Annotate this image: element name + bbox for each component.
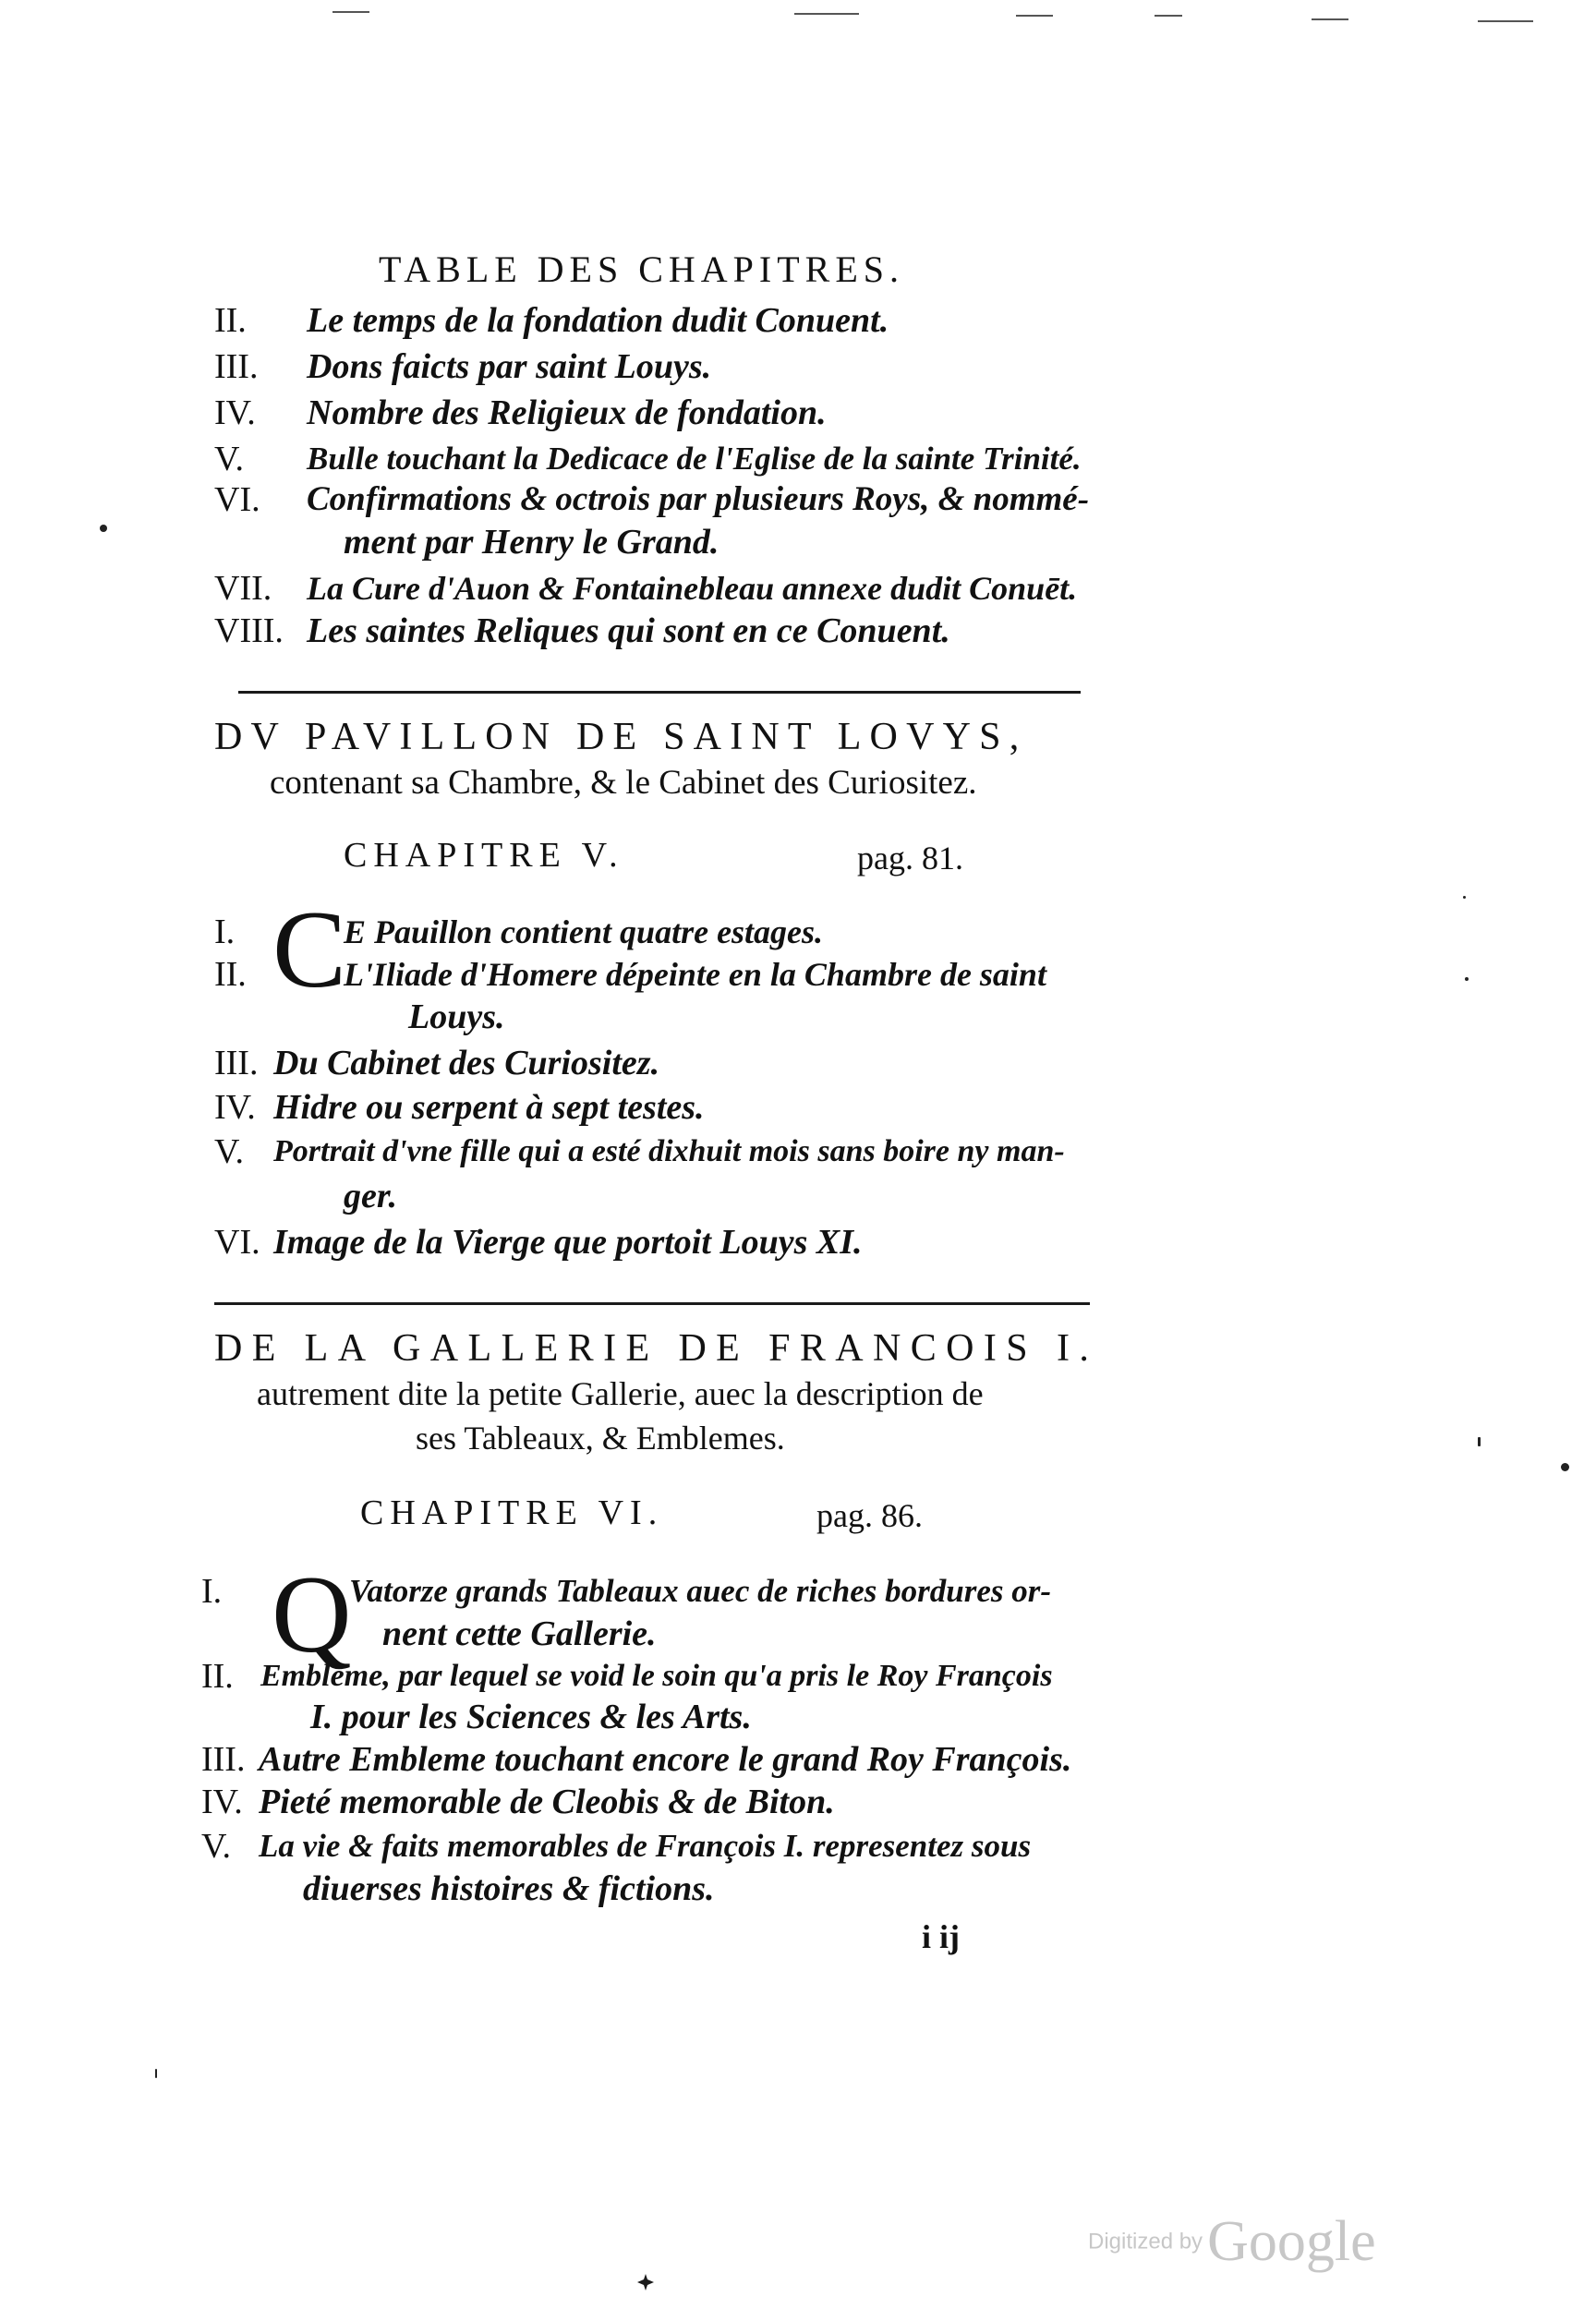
digitized-watermark bbox=[1088, 2209, 1376, 2275]
watermark-logo: Google bbox=[1207, 2210, 1376, 2273]
ink-speck bbox=[1561, 1463, 1569, 1471]
section-heading: DE LA GALLERIE DE FRANCOIS I. bbox=[214, 1327, 1099, 1370]
item-number: I. bbox=[201, 1572, 223, 1611]
item-text: Vatorze grands Tableaux auec de riches bordures or- bbox=[349, 1573, 1052, 1609]
page-title: TABLE DES CHAPITRES. bbox=[379, 248, 905, 290]
top-edge-mark bbox=[794, 13, 859, 15]
section-subtitle: contenant sa Chambre, & le Cabinet des Curiositez. bbox=[270, 764, 977, 802]
section-subtitle: autrement dite la petite Gallerie, auec la description de bbox=[257, 1375, 984, 1412]
top-edge-mark bbox=[1478, 20, 1533, 22]
drop-cap: C bbox=[272, 888, 347, 1010]
ink-speck bbox=[1463, 896, 1466, 899]
item-number: III. bbox=[214, 347, 259, 386]
ink-speck bbox=[100, 525, 107, 532]
item-text: Bulle touchant la Dedicace de l'Eglise de la sainte Trinité. bbox=[307, 441, 1082, 477]
item-text: E Pauillon contient quatre estages. bbox=[344, 913, 824, 950]
chapter-label: CHAPITRE VI. bbox=[360, 1493, 664, 1532]
section-heading: DV PAVILLON DE SAINT LOVYS, bbox=[214, 716, 1028, 758]
item-number: V. bbox=[214, 440, 245, 478]
item-text: Confirmations & octrois par plusieurs Roys, & nommé- bbox=[307, 480, 1090, 518]
item-text: Hidre ou serpent à sept testes. bbox=[273, 1088, 705, 1127]
item-text: ger. bbox=[344, 1177, 398, 1215]
item-text: nent cette Gallerie. bbox=[382, 1614, 657, 1653]
item-number: III. bbox=[201, 1740, 246, 1779]
item-text: Portrait d'vne fille qui a esté dixhuit mois sans boire ny man- bbox=[273, 1134, 1065, 1168]
page-reference: pag. 81. bbox=[857, 840, 963, 876]
ink-speck bbox=[1465, 977, 1469, 981]
item-text: La Cure d'Auon & Fontainebleau annexe dudit Conuēt. bbox=[307, 570, 1078, 607]
item-text: Le temps de la fondation dudit Conuent. bbox=[307, 301, 889, 340]
item-number: V. bbox=[214, 1132, 245, 1171]
ornament-icon bbox=[637, 2274, 654, 2291]
section-subtitle: ses Tableaux, & Emblemes. bbox=[416, 1420, 785, 1457]
watermark-prefix: Digitized by bbox=[1088, 2229, 1203, 2255]
item-text: diuerses histoires & fictions. bbox=[303, 1869, 715, 1908]
item-number: VII. bbox=[214, 569, 272, 608]
top-edge-mark bbox=[1016, 15, 1053, 17]
item-text: Image de la Vierge que portoit Louys XI. bbox=[273, 1223, 863, 1262]
item-number: VI. bbox=[214, 480, 260, 519]
top-edge-mark bbox=[1312, 18, 1348, 20]
signature-mark: i ij bbox=[922, 1918, 960, 1955]
page-reference: pag. 86. bbox=[816, 1497, 923, 1534]
item-number: IV. bbox=[214, 1088, 256, 1127]
item-text: Les saintes Reliques qui sont en ce Conuent. bbox=[307, 611, 950, 650]
item-text: Nombre des Religieux de fondation. bbox=[307, 393, 827, 432]
item-text: I. pour les Sciences & les Arts. bbox=[310, 1698, 752, 1736]
item-text: La vie & faits memorables de François I. representez sous bbox=[259, 1828, 1032, 1864]
item-number: II. bbox=[214, 955, 247, 994]
item-number: VIII. bbox=[214, 611, 284, 650]
drop-cap: Q bbox=[272, 1553, 352, 1675]
item-number: III. bbox=[214, 1044, 259, 1082]
item-text: Pieté memorable de Cleobis & de Biton. bbox=[259, 1783, 835, 1821]
top-edge-mark bbox=[1155, 15, 1182, 17]
item-text: Autre Embleme touchant encore le grand Roy François. bbox=[259, 1740, 1072, 1779]
item-text: ment par Henry le Grand. bbox=[344, 523, 719, 562]
section-divider bbox=[238, 691, 1081, 694]
item-number: I. bbox=[214, 913, 236, 951]
section-divider bbox=[214, 1302, 1090, 1305]
item-number: II. bbox=[201, 1657, 234, 1696]
item-number: II. bbox=[214, 301, 247, 340]
item-text: Du Cabinet des Curiositez. bbox=[273, 1044, 660, 1082]
top-edge-mark bbox=[332, 11, 369, 13]
item-number: V. bbox=[201, 1827, 232, 1866]
chapter-label: CHAPITRE V. bbox=[344, 836, 624, 875]
item-number: VI. bbox=[214, 1223, 260, 1262]
item-number: IV. bbox=[214, 393, 256, 432]
ink-speck bbox=[155, 2069, 157, 2078]
item-text: Embleme, par lequel se void le soin qu'a pris le Roy François bbox=[260, 1659, 1053, 1693]
ink-speck bbox=[1478, 1437, 1481, 1446]
item-text: Louys. bbox=[408, 997, 505, 1036]
item-text: Dons faicts par saint Louys. bbox=[307, 347, 712, 386]
item-text: L'Iliade d'Homere dépeinte en la Chambre de saint bbox=[344, 956, 1046, 993]
item-number: IV. bbox=[201, 1783, 243, 1821]
